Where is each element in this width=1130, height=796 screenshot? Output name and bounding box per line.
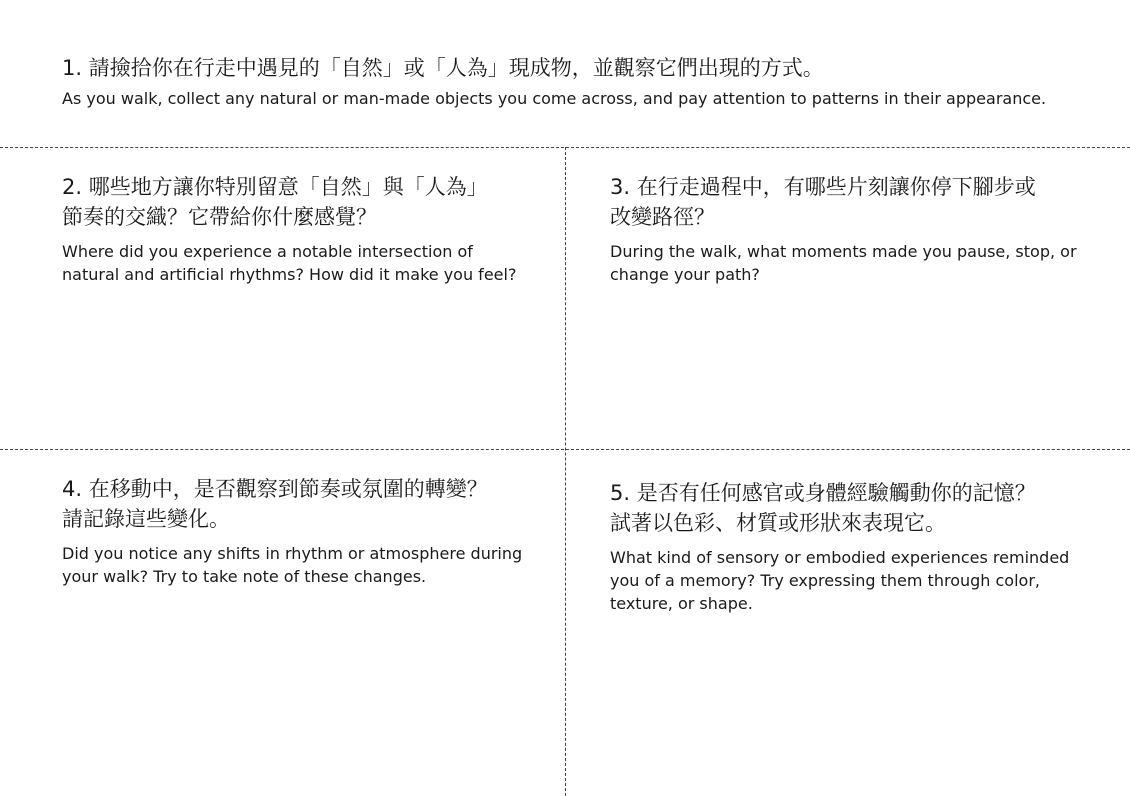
prompt-3-english-line-1: During the walk, what moments made you pause, stop, or [610,242,1077,261]
prompt-4-chinese-line-1: 4. 在移動中，是否觀察到節奏或氛圍的轉變？ [62,477,488,501]
prompt-4-english-line-2: your walk? Try to take note of these changes. [62,567,427,586]
prompt-3-chinese-line-1: 3. 在行走過程中，有哪些片刻讓你停下腳步或 [610,175,1036,199]
prompt-5-english-line-1: What kind of sensory or embodied experiences reminded [610,548,1070,567]
prompt-1-english: As you walk, collect any natural or man-made objects you come across, and pay attention to patterns in their appearance. [62,89,1047,108]
prompt-5-english-line-3: texture, or shape. [610,594,753,613]
prompt-2-english-line-2: natural and artificial rhythms? How did it make you feel? [62,265,517,284]
prompt-4-english-line-1: Did you notice any shifts in rhythm or atmosphere during [62,544,523,563]
prompt-1 [62,53,1046,110]
prompt-4-chinese-line-2: 請記錄這些變化。 [62,507,230,531]
prompt-5-chinese-line-2: 試著以色彩、材質或形狀來表現它。 [610,511,946,535]
prompt-2 [62,172,516,286]
prompt-5-english-line-2: you of a memory? Try expressing them through color, [610,571,1040,590]
prompt-3-chinese-line-2: 改變路徑？ [610,205,715,229]
prompt-3-english-line-2: change your path? [610,265,760,284]
prompt-2-chinese-line-2: 節奏的交織？它帶給你什麼感覺？ [62,205,377,229]
prompt-2-chinese-line-1: 2. 哪些地方讓你特別留意「自然」與「人為」 [62,175,488,199]
prompt-1-chinese: 1. 請撿拾你在行走中遇見的「自然」或「人為」現成物，並觀察它們出現的方式。 [62,56,824,80]
prompt-5-chinese-line-1: 5. 是否有任何感官或身體經驗觸動你的記憶？ [610,481,1036,505]
prompt-4 [62,474,522,588]
vertical-divider [565,147,566,796]
prompt-3 [610,172,1077,286]
prompt-2-english-line-1: Where did you experience a notable intersection of [62,242,473,261]
prompt-5 [610,478,1069,615]
